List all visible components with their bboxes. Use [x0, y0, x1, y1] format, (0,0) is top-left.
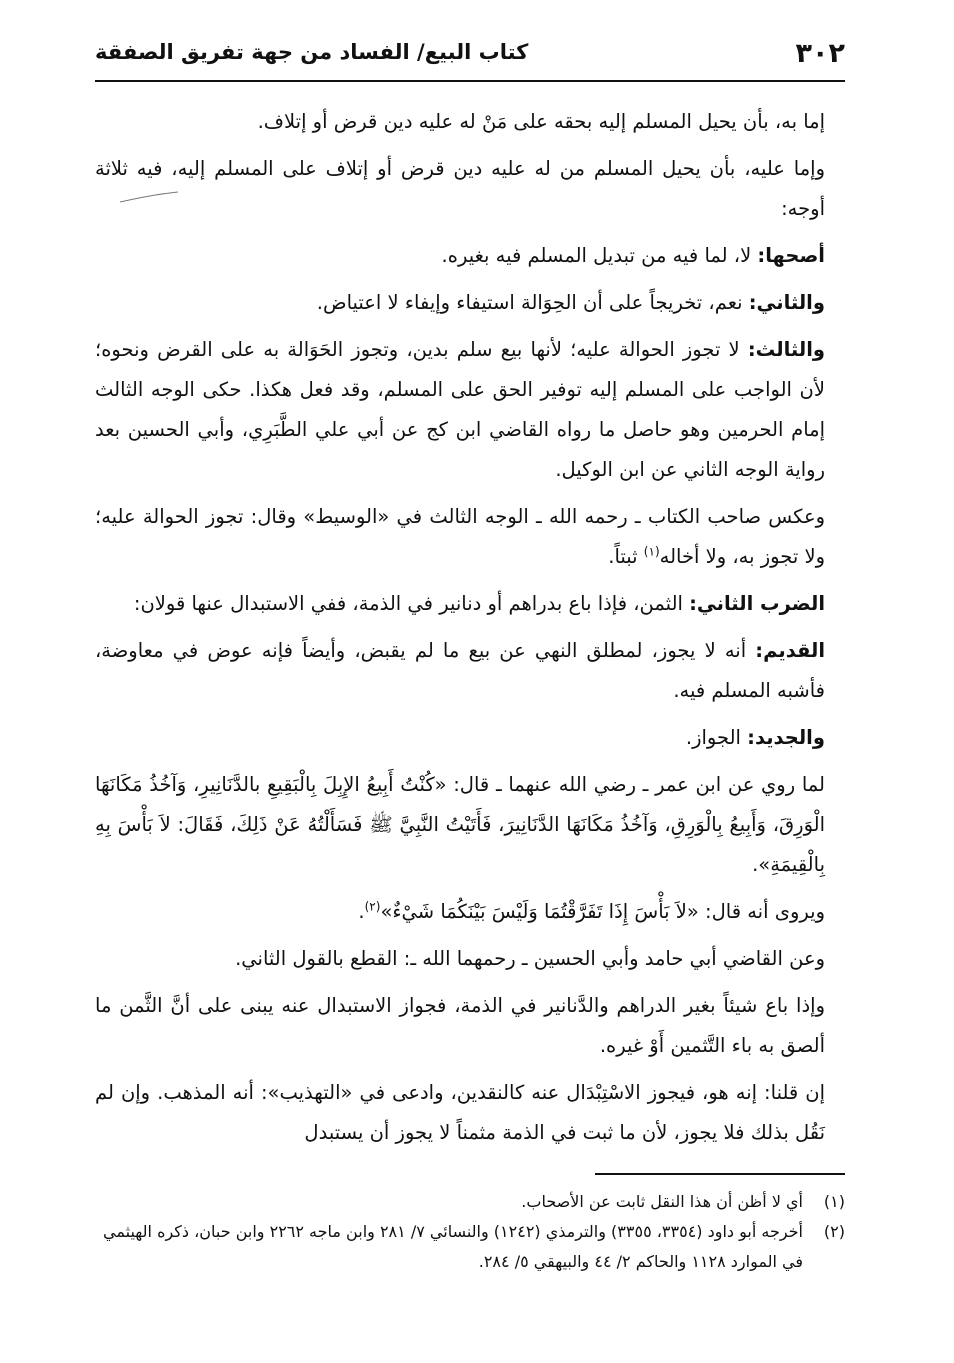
paragraph — [95, 102, 845, 142]
footnote-text: أي لا أظن أن هذا النقل ثابت عن الأصحاب. — [521, 1192, 803, 1211]
page-number: ٣٠٢ — [795, 38, 845, 69]
paragraph-lead: القديم: — [755, 639, 825, 662]
paragraph-text: الثمن، فإذا باع بدراهم أو دنانير في الذمة، ففي الاستبدال عنها قولان: — [133, 592, 690, 615]
paragraph-lead: أصحها: — [757, 244, 825, 267]
footnotes — [95, 1187, 845, 1277]
paragraph-text: الجواز. — [685, 726, 748, 749]
paragraph-text: إما به، بأن يحيل المسلم إليه بحقه على مَنْ له عليه دين قرض أو إتلاف. — [257, 110, 825, 133]
paragraph-text: نعم، تخريجاً على أن الحِوَالة استيفاء وإيفاء لا اعتياض. — [316, 291, 749, 314]
footnote-ref: (١) — [643, 544, 660, 559]
paragraph-text: وعكس صاحب الكتاب ـ رحمه الله ـ الوجه الثالث في «الوسيط» وقال: تجوز الحوالة عليه؛ ولا تجوز به، ولا أخاله — [95, 505, 825, 568]
paragraph — [95, 718, 845, 758]
page-header — [95, 36, 845, 82]
paragraph-text: وإذا باع شيئاً بغير الدراهم والدَّنانير في الذمة، فجواز الاستبدال عنه يبنى على أنَّ الثَّمن ما ألصق به باء التَّثمين أَوْ غيره. — [95, 994, 825, 1057]
paragraph — [95, 584, 845, 624]
paragraph-tail: ثبتاً. — [608, 545, 644, 568]
paragraph — [95, 1073, 845, 1153]
footnote-text: أخرجه أبو داود (٣٣٥٤، ٣٣٥٥) والترمذي (١٢٤٢) والنسائي ٧/ ٢٨١ وابن ماجه ٢٢٦٢ وابن حبان، ذكره الهيثمي في الموارد ١١٢٨ والحاكم ٢/ ٤٤ والبيهقي ٥/ ٢٨٤. — [103, 1222, 803, 1271]
paragraph — [95, 236, 845, 276]
book-page — [95, 36, 845, 1336]
main-text — [95, 102, 845, 1153]
paragraph — [95, 986, 845, 1066]
paragraph-lead: والثاني: — [748, 291, 825, 314]
paragraph-lead: والجديد: — [747, 726, 825, 749]
paragraph — [95, 892, 845, 932]
pencil-mark — [118, 190, 180, 204]
paragraph-text: لما روي عن ابن عمر ـ رضي الله عنهما ـ قال: «كُنْتُ أَبِيعُ الإِبِلَ بِالْبَقِيعِ بالدَّنَانِيرِ، وَآخُذُ مَكَانَهَا الْوَرِقَ، وَأَبِيعُ بِالْوَرِقِ، وَآخُذُ مَكَانَهَا الدَّنَانِيرَ، فَأَتَيْتُ النَّبِيَّ ﷺ فَسَأَلْتُهُ عَنْ ذَلِكَ، فَقَالَ: لاَ بَأْسَ بِهِ بِالْقِيمَةِ». — [95, 773, 825, 876]
footnote-number: (١) — [823, 1192, 845, 1211]
paragraph — [95, 631, 845, 711]
footnote-item — [95, 1217, 845, 1277]
paragraph-text: وإما عليه، بأن يحيل المسلم من له عليه دين قرض أو إتلاف على المسلم إليه، فيه ثلاثة أوجه: — [95, 157, 825, 220]
paragraph — [95, 939, 845, 979]
paragraph-tail: . — [358, 900, 365, 923]
paragraph-text: إن قلنا: إنه هو، فيجوز الاسْتِبْدَال عنه كالنقدين، وادعى في «التهذيب»: أنه المذهب. وإن لم نَقُل بذلك فلا يجوز، لأن ما ثبت في الذمة مثمناً لا يجوز أن يستبدل — [95, 1081, 825, 1144]
footnote-ref: (٢) — [364, 899, 381, 914]
paragraph — [95, 765, 845, 885]
footnote-separator — [595, 1173, 845, 1175]
paragraph-text: لا تجوز الحوالة عليه؛ لأنها بيع سلم بدين، وتجوز الحَوَالة به على القرض ونحوه؛ لأن الواجب على المسلم إليه توفير الحق على المسلم، وقد فعل هكذا. حكى الوجه الثالث إمام الحرمين وهو حاصل ما رواه القاضي ابن كج عن أبي علي الطَّبَرِي، وأبي الحسين بعد رواية الوجه الثاني عن ابن الوكيل. — [95, 338, 825, 481]
paragraph — [95, 283, 845, 323]
paragraph — [95, 497, 845, 577]
running-title: كتاب البيع/ الفساد من جهة تفريق الصفقة — [95, 40, 529, 64]
paragraph — [95, 330, 845, 490]
footnote-number: (٢) — [823, 1222, 845, 1241]
paragraph — [95, 149, 845, 229]
footnote-item — [95, 1187, 845, 1217]
paragraph-lead: الضرب الثاني: — [689, 592, 825, 615]
paragraph-text: أنه لا يجوز، لمطلق النهي عن بيع ما لم يقبض، وأيضاً فإنه عوض في معاوضة، فأشبه المسلم فيه. — [95, 639, 825, 702]
paragraph-lead: والثالث: — [747, 338, 825, 361]
paragraph-text: ويروى أنه قال: «لاَ بَأْسَ إِذَا تَفَرَّقْتُمَا وَلَيْسَ بَيْنَكُمَا شَيْءٌ» — [380, 900, 825, 923]
paragraph-text: وعن القاضي أبي حامد وأبي الحسين ـ رحمهما الله ـ: القطع بالقول الثاني. — [235, 947, 825, 970]
paragraph-text: لا، لما فيه من تبديل المسلم فيه بغيره. — [441, 244, 758, 267]
